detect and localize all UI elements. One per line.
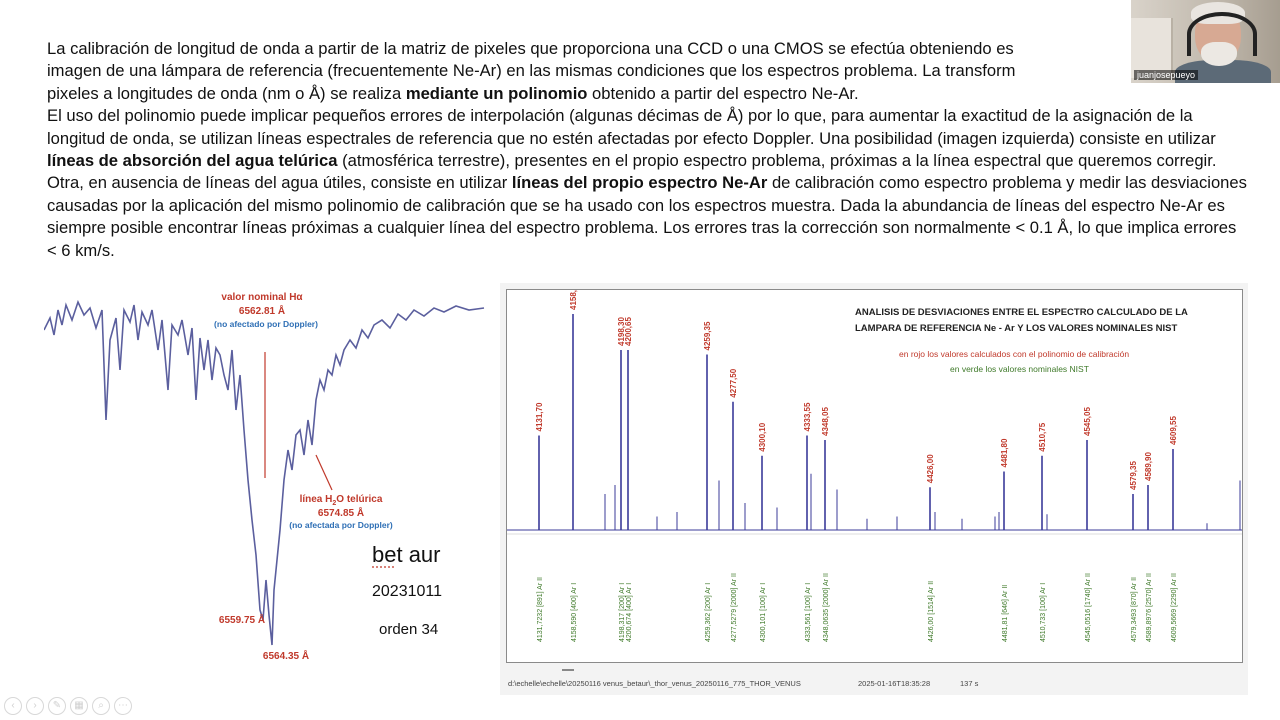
para-line-1: La calibración de longitud de onda a partir de la matriz de pixeles que proporciona una CCD o una CMOS se efectúa obteniendo es: [47, 39, 1014, 58]
peak-green-label: 4348,0635 [2000] Ar II: [823, 573, 830, 642]
next-slide-icon[interactable]: ›: [26, 697, 44, 715]
peak-green-label: 4589,8976 [2570] Ar II: [1146, 573, 1153, 642]
prev-slide-icon[interactable]: ‹: [4, 697, 22, 715]
chart-title-line2: LAMPARA DE REFERENCIA Ne - Ar Y LOS VALORES NOMINALES NIST: [855, 323, 1178, 334]
chart-title-line1: ANALISIS DE DESVIACIONES ENTRE EL ESPECTRO CALCULADO DE LA: [855, 307, 1188, 318]
peak-green-label: 4545,0516 [1740] Ar II: [1085, 573, 1092, 642]
scroll-handle[interactable]: [562, 669, 574, 671]
peak-green-label: 4300,101 [100] Ar I: [760, 582, 767, 642]
peak-red-label: 4510,75: [1038, 422, 1047, 452]
order-label: orden 34: [379, 621, 439, 638]
para-line-2: imagen de una lámpara de referencia (frecuentemente Ne-Ar) en las mismas condiciones que los espectros problema. La transform: [47, 61, 1016, 81]
peak-red-label: 4200,65: [624, 317, 633, 346]
peak-red-label: 4259,35: [703, 321, 712, 351]
peak-red-label: 4426,00: [926, 454, 935, 484]
webcam-name-label: juanjosepueyo: [1134, 70, 1198, 80]
peak-red-label: 4481,80: [1000, 438, 1009, 468]
halpha-value: 6562.81 Å: [238, 306, 286, 317]
peak-red-label: 4348,05: [821, 407, 830, 436]
water-marker: [316, 455, 332, 490]
peak-green-label: 4426,00 [1514] Ar II: [928, 580, 935, 642]
peak-red-label: 4609,55: [1169, 416, 1178, 445]
peak-green-label: 4259,362 [200] Ar I: [705, 582, 712, 642]
peak-green-label: 4277,5279 [2000] Ar II: [731, 573, 738, 642]
peak-green-label: 4481,81 [646] Ar II: [1002, 584, 1009, 642]
min2-label: 6564.35 Å: [262, 651, 310, 662]
peak-red-label: 4158,60: [569, 290, 578, 310]
status-bar: [508, 679, 979, 688]
halpha-title: valor nominal Hα: [221, 292, 303, 303]
legend-green: en verde los valores nominales NIST: [950, 364, 1089, 374]
para-block-2: El uso del polinomio puede implicar pequeños errores de interpolación (algunas décimas de Å) por lo que, para aumentar la exactitud de la asignación de la longitud de onda, se utilizan líneas espectrales de referencia que no estén afectadas por efecto Doppler. Una posibilidad (imagen izquierda) consiste en utilizar líneas de absorción del agua telúrica (atmosférica terrestre), presentes en el propio espectro problema, próximas a la línea espectral que queremos corregir. Otra, en ausencia de líneas del agua útiles, consiste en utilizar líneas del propio espectro Ne-Ar de calibración como espectro problema y medir las desviaciones causadas por la aplicación del mismo polinomio de calibración que se ha usado con los espectros muestra. Dada la abundancia de líneas del espectro Ne-Ar es siempre posible encontrar líneas próximas a cualquier línea del espectro problema. Los errores tras la corrección son normalmente < 0.1 Å, lo que implica errores < 6 km/s.: [47, 106, 1247, 260]
peak-red-label: 4300,10: [758, 422, 767, 452]
more-options-icon[interactable]: ⋯: [114, 697, 132, 715]
status-exposure: 137 s: [960, 679, 979, 688]
calibration-spectrum-svg: [507, 290, 1242, 662]
peak-green-label: 4131,7232 [891] Ar II: [537, 577, 544, 642]
spectrum-frame: [506, 289, 1243, 663]
webcam-video: [1131, 0, 1280, 83]
main-paragraph: [47, 38, 1247, 262]
peak-red-label: 4131,70: [535, 402, 544, 432]
peak-red-label: 4545,05: [1083, 407, 1092, 436]
star-name: bet aur: [372, 542, 441, 567]
peak-green-label: 4510,733 [100] Ar I: [1040, 582, 1047, 642]
peak-red-label: 4198,30: [617, 317, 626, 346]
absorption-spectrum-svg: [44, 280, 489, 670]
pen-icon[interactable]: ✎: [48, 697, 66, 715]
halpha-note: (no afectado por Doppler): [214, 319, 318, 329]
peak-red-label: 4589,90: [1144, 452, 1153, 481]
obs-date: 20231011: [372, 583, 442, 600]
peak-red-label: 4277,50: [729, 368, 738, 398]
peak-green-label: 4198,317 [200] Ar I: [619, 582, 626, 642]
slides-grid-icon[interactable]: ▦: [70, 697, 88, 715]
legend-red: en rojo los valores calculados con el polinomio de calibración: [899, 349, 1130, 359]
peak-green-label: 4609,5669 [2290] Ar II: [1171, 573, 1178, 642]
min1-label: 6559.75 Å: [218, 615, 266, 626]
presentation-toolbar: [4, 697, 132, 717]
para-line-3: pixeles a longitudes de onda (nm o Å) se realiza mediante un polinomio obtenido a partir del espectro Ne-Ar.: [47, 83, 859, 103]
peak-green-label: 4579,3493 [870] Ar II: [1131, 577, 1138, 642]
calibration-spectrum-figure: [500, 283, 1248, 695]
zoom-icon[interactable]: ⌕: [92, 697, 110, 715]
status-path: d:\echelle\echelle\20250116 venus_betaur\_thor_venus_20250116_775_THOR_VENUS: [508, 679, 801, 688]
water-note: (no afectada por Doppler): [289, 520, 393, 530]
peak-green-label: 4158,590 [400] Ar I: [571, 582, 578, 642]
peak-green-label: 4333,561 [100] Ar I: [805, 582, 812, 642]
peak-red-label: 4333,55: [803, 402, 812, 432]
water-title: línea $H_2O$ telúrica: [299, 494, 383, 507]
peaks-group: [535, 290, 1240, 642]
water-value: 6574.85 Å: [317, 508, 365, 519]
peak-green-label: 4200,674 [400] Ar I: [626, 582, 633, 642]
status-date: 2025-01-16T18:35:28: [858, 679, 931, 688]
absorption-spectrum-figure: [44, 280, 489, 670]
peak-red-label: 4579,35: [1129, 461, 1138, 490]
